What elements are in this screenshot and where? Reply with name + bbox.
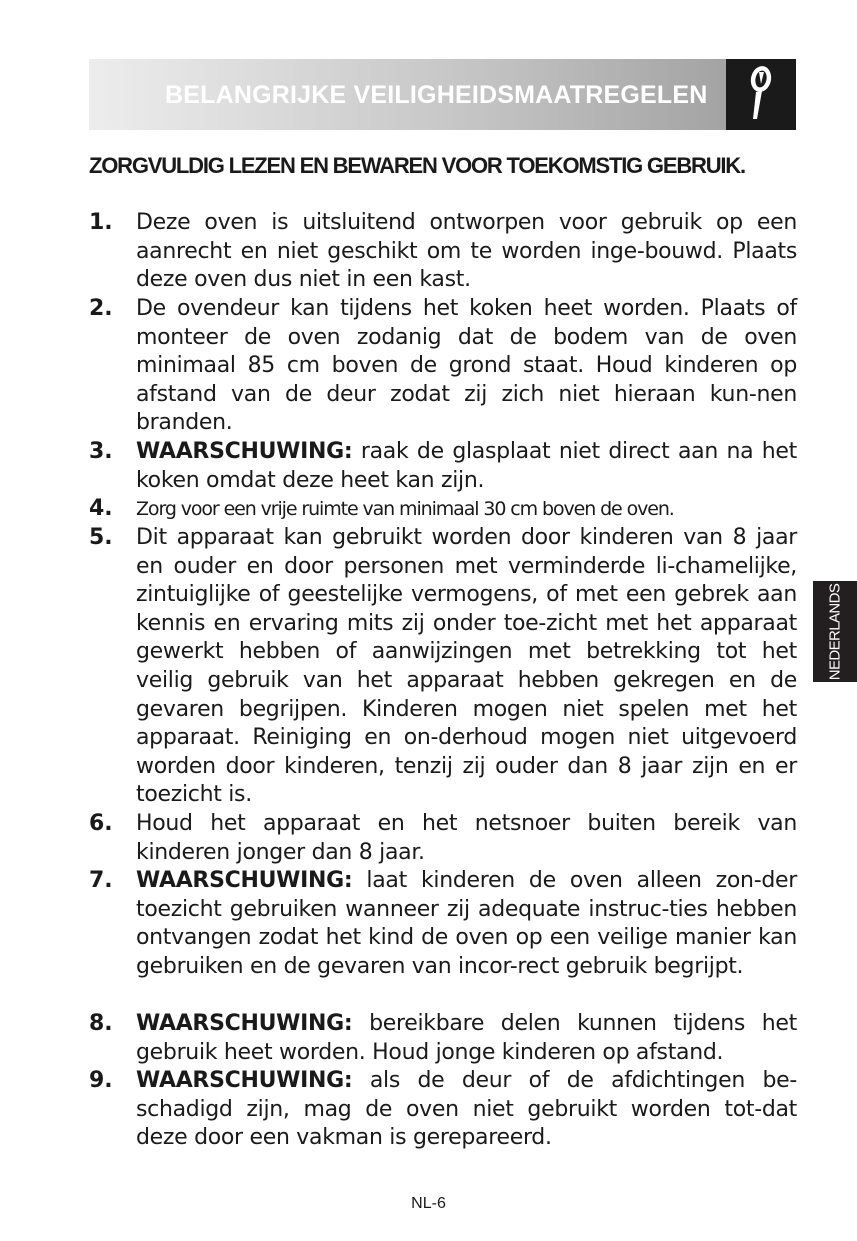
language-tab: [813, 581, 857, 682]
list-item-1: [89, 209, 797, 295]
item-text: Houd het apparaat en het netsnoer buiten bereik van kinderen jonger dan 8 jaar.: [136, 811, 797, 865]
item-number: 9.: [89, 1068, 113, 1093]
list-item-9: [89, 1067, 797, 1153]
list-item-6: [89, 810, 797, 867]
item-number: 5.: [89, 525, 113, 550]
item-text: raak de glasplaat niet direct aan na het koken omdat deze heet kan zijn.: [136, 439, 797, 493]
warning-label: WAARSCHUWING:: [136, 1068, 353, 1093]
item-number: 4.: [89, 496, 113, 521]
item-number: 8.: [89, 1011, 113, 1036]
list-item-4: [89, 495, 797, 524]
page-title: BELANGRIJKE VEILIGHEIDSMAATREGELEN: [165, 81, 708, 109]
page-number: NL-6: [411, 1195, 446, 1212]
item-text: laat kinderen de oven alleen zon-der toezicht gebruiken wanneer zij adequate instruc-ties hebben ontvangen zodat het kind de oven op een veilige manier kan gebruiken en de gevaren van incor-rect gebruik begrijpt.: [136, 868, 797, 979]
item-text: De ovendeur kan tijdens het koken heet worden. Plaats of monteer de oven zodanig dat de bodem van de oven minimaal 85 cm boven de grond staat. Houd kinderen op afstand van de deur zodat zij zich niet hieraan kun-nen branden.: [136, 296, 797, 436]
list-item-5: [89, 524, 797, 810]
item-text: als de deur of de afdichtingen be-schadigd zijn, mag de oven niet gebruikt worden tot-dat deze door een vakman is gerepareerd.: [136, 1068, 797, 1151]
item-number: 3.: [89, 439, 113, 464]
warning-label: WAARSCHUWING:: [136, 868, 353, 893]
item-text: bereikbare delen kunnen tijdens het gebruik heet worden. Houd jonge kinderen op afstand.: [136, 1011, 797, 1065]
warning-icon-box: [726, 59, 796, 130]
subtitle: ZORGVULDIG LEZEN EN BEWAREN VOOR TOEKOMSTIG GEBRUIK.: [89, 153, 745, 178]
warning-label: WAARSCHUWING:: [136, 439, 353, 464]
item-number: 2.: [89, 296, 113, 321]
item-text: Deze oven is uitsluitend ontworpen voor gebruik op een aanrecht en niet geschikt om te worden inge-bouwd. Plaats deze oven dus niet in een kast.: [136, 210, 797, 293]
item-number: 6.: [89, 811, 113, 836]
language-tab-label: NEDERLANDS: [826, 583, 844, 680]
list-item-3: [89, 438, 797, 495]
item-text: Zorg voor een vrije ruimte van minimaal 30 cm boven de oven.: [136, 498, 674, 520]
item-number: 1.: [89, 210, 113, 235]
list-item-8: [89, 1010, 797, 1067]
list-item-2: [89, 295, 797, 438]
list-item-7: [89, 867, 797, 981]
item-number: 7.: [89, 868, 113, 893]
exclamation-warning-icon: [726, 59, 796, 130]
warning-label: WAARSCHUWING:: [136, 1011, 353, 1036]
item-text: Dit apparaat kan gebruikt worden door kinderen van 8 jaar en ouder en door personen met verminderde li-chamelijke, zintuiglijke of geestelijke vermogens, of met een gebrek aan kennis en ervaring mits zij onder toe-zicht met het apparaat gewerkt hebben of aanwijzingen met betrekking tot het veilig gebruik van het apparaat hebben gekregen en de gevaren begrijpen. Kinderen mogen niet spelen met het apparaat. Reiniging en on-derhoud mogen niet uitgevoerd worden door kinderen, tenzij zij ouder dan 8 jaar zijn en er toezicht is.: [136, 525, 797, 808]
